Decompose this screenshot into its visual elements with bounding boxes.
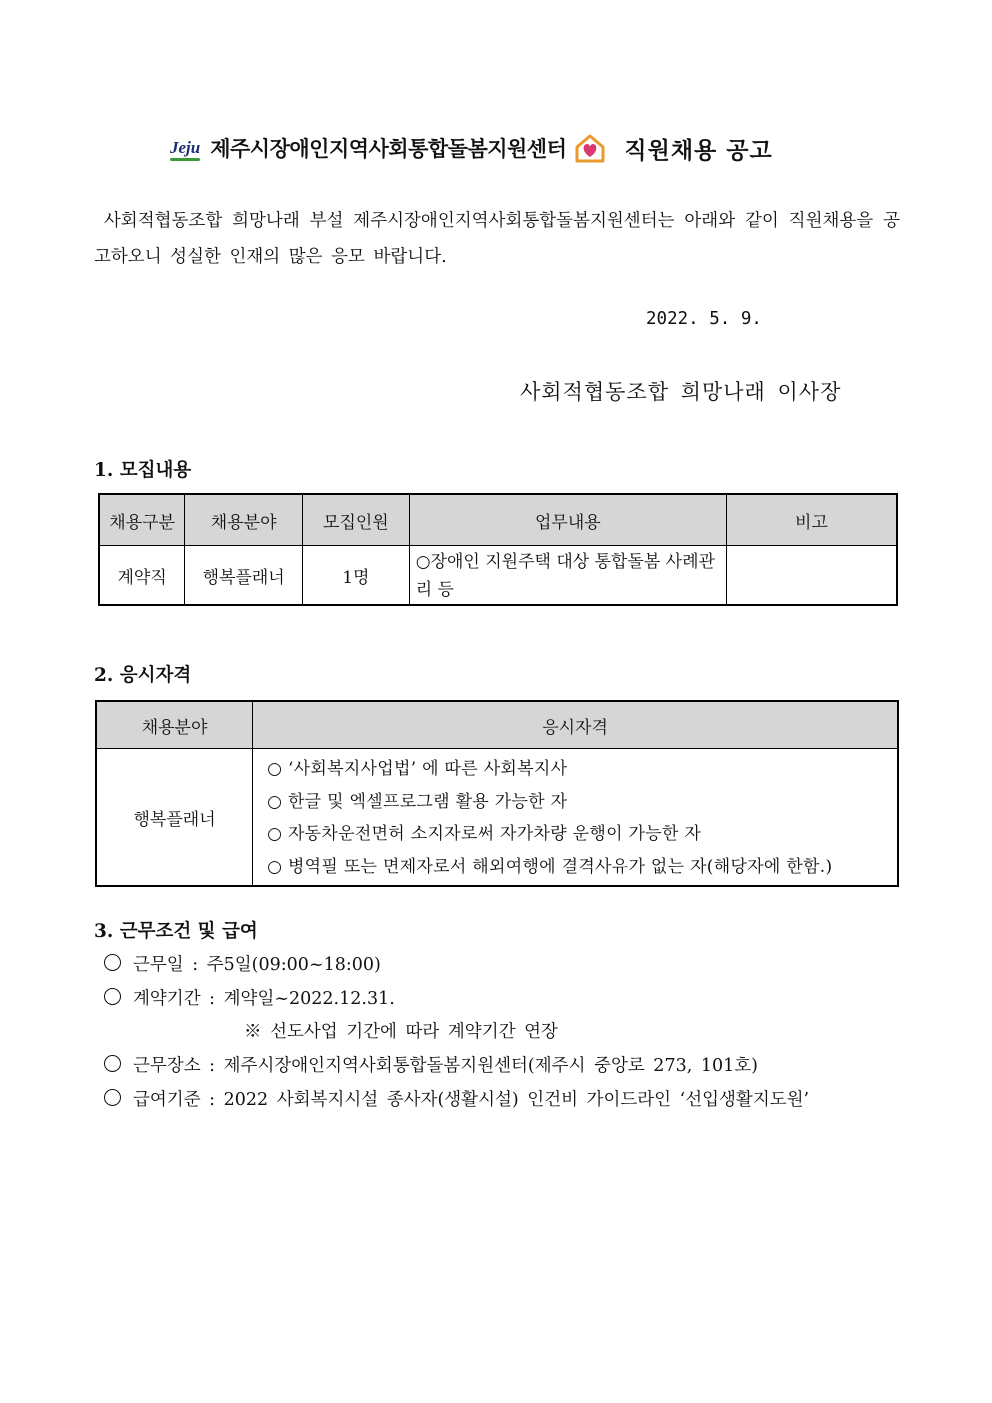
condition-item bbox=[104, 985, 395, 1010]
recruitment-table bbox=[98, 493, 898, 606]
house-heart-icon bbox=[574, 132, 606, 164]
header-cell: 채용구분 bbox=[99, 494, 185, 546]
condition-text: 계약기간 : 계약일~2022.12.31. bbox=[133, 989, 395, 1009]
condition-text: 급여기준 : 2022 사회복지시설 종사자(생활시설) 인건비 가이드라인 ‘선입생활지도원’ bbox=[133, 1090, 810, 1110]
table-header-row bbox=[96, 701, 898, 749]
qualification-item: ○ 자동차운전면허 소지자로써 자가차량 운행이 가능한 자 bbox=[267, 824, 702, 844]
signer: 사회적협동조합 희망나래 이사장 bbox=[520, 380, 842, 404]
recruit-field: 행복플래너 bbox=[185, 546, 303, 606]
header-cell: 비고 bbox=[726, 494, 897, 546]
table-header-row bbox=[99, 494, 897, 546]
section3-title: 3. 근무조건 및 급여 bbox=[94, 921, 258, 942]
circle-bullet-icon bbox=[104, 988, 121, 1005]
employment-type: 계약직 bbox=[99, 546, 185, 606]
header-cell: 채용분야 bbox=[96, 701, 253, 749]
qualification-item: ○ 병역필 또는 면제자로서 해외여행에 결격사유가 없는 자(해당자에 한함.) bbox=[267, 856, 833, 877]
table-row bbox=[99, 546, 897, 606]
header-cell: 업무내용 bbox=[409, 494, 726, 546]
condition-text: 근무장소 : 제주시장애인지역사회통합돌봄지원센터(제주시 중앙로 273, 101호) bbox=[133, 1056, 758, 1076]
notice-title: 직원채용 공고 bbox=[624, 136, 773, 164]
intro-text: 사회적협동조합 희망나래 부설 제주시장애인지역사회통합돌봄지원센터는 아래와 같이 직원채용을 공고하오니 성실한 인재의 많은 응모 바랍니다. bbox=[94, 211, 900, 267]
qualification-list bbox=[253, 749, 898, 887]
header-cell: 채용분야 bbox=[185, 494, 303, 546]
condition-item bbox=[104, 1052, 758, 1077]
qualification-table bbox=[95, 700, 899, 887]
document-title bbox=[170, 128, 773, 168]
section2-title: 2. 응시자격 bbox=[94, 665, 192, 686]
table-row bbox=[96, 749, 898, 887]
jeju-logo bbox=[170, 138, 200, 158]
circle-bullet-icon bbox=[104, 1089, 121, 1106]
intro-paragraph bbox=[94, 203, 900, 275]
announcement-date: 2022. 5. 9. bbox=[646, 309, 762, 329]
center-name: 제주시장애인지역사회통합돌봄지원센터 bbox=[210, 137, 567, 161]
qualification-item: ○ 한글 및 엑셀프로그램 활용 가능한 자 bbox=[267, 791, 568, 812]
condition-text: 근무일 : 주5일(09:00~18:00) bbox=[133, 955, 381, 975]
work-duties: ○장애인 지원주택 대상 통합돌봄 사례관리 등 bbox=[409, 546, 726, 606]
recruit-count: 1명 bbox=[303, 546, 410, 606]
section1-title: 1. 모집내용 bbox=[94, 460, 192, 481]
contract-extension-note: ※ 선도사업 기간에 따라 계약기간 연장 bbox=[244, 1022, 558, 1042]
condition-item bbox=[104, 951, 381, 976]
qualification-field: 행복플래너 bbox=[96, 749, 253, 887]
circle-bullet-icon bbox=[104, 954, 121, 971]
logo-text: Jeju bbox=[170, 138, 201, 157]
note-cell bbox=[726, 546, 897, 606]
condition-item bbox=[104, 1086, 809, 1111]
qualification-item: ○ ‘사회복지사업법’ 에 따른 사회복지사 bbox=[267, 759, 568, 779]
circle-bullet-icon bbox=[104, 1055, 121, 1072]
header-cell: 응시자격 bbox=[253, 701, 898, 749]
header-cell: 모집인원 bbox=[303, 494, 410, 546]
